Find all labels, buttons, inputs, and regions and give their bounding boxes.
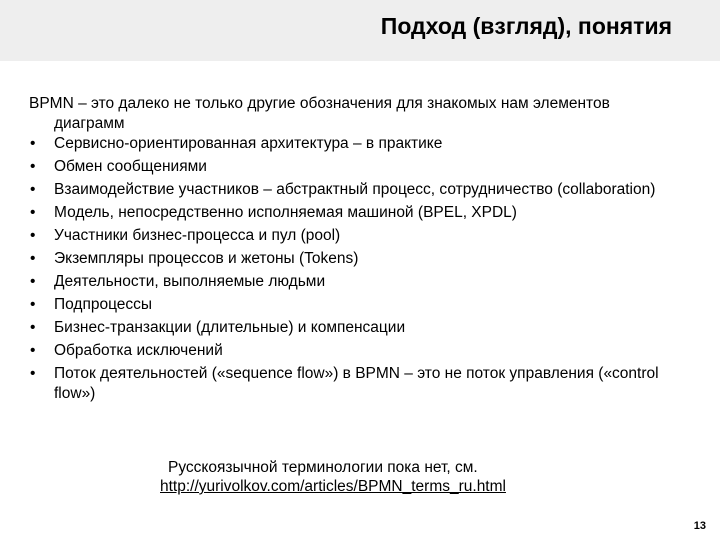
bullet-icon: • [30, 273, 36, 290]
bullet-text: Обработка исключений [54, 342, 223, 359]
terminology-note: Русскоязычной терминологии пока нет, см. [168, 459, 478, 476]
slide-body [29, 94, 669, 407]
bullet-text: Подпроцессы [54, 296, 153, 313]
bullet-text: Обмен сообщениями [54, 158, 207, 175]
bullet-text: Сервисно-ориентированная архитектура – в практике [54, 135, 443, 152]
bullet-icon: • [30, 181, 36, 198]
bullet-list [29, 134, 669, 404]
bullet-text: Модель, непосредственно исполняемая машиной (BPEL, XPDL) [54, 204, 517, 221]
terminology-link[interactable]: http://yurivolkov.com/articles/BPMN_terms_ru.html [160, 478, 506, 495]
bullet-icon: • [30, 319, 36, 336]
bullet-text: Взаимодействие участников – абстрактный процесс, сотрудничество (collaboration) [54, 181, 656, 198]
bullet-text: Деятельности, выполняемые людьми [54, 273, 326, 290]
bullet-item [29, 272, 669, 292]
bullet-icon: • [30, 365, 36, 382]
bullet-text: Поток деятельностей («sequence flow») в BPMN – это не поток управления («control flow») [54, 365, 659, 402]
intro-text: BPMN – это далеко не только другие обозначения для знакомых нам элементов диаграмм [29, 95, 610, 132]
bullet-item [29, 180, 669, 200]
bullet-icon: • [30, 227, 36, 244]
bullet-item [29, 295, 669, 315]
slide-title: Подход (взгляд), понятия [380, 13, 672, 39]
bullet-item [29, 226, 669, 246]
bullet-text: Бизнес-транзакции (длительные) и компенсации [54, 319, 406, 336]
bullet-icon: • [30, 250, 36, 267]
bullet-text: Участники бизнес-процесса и пул (pool) [54, 227, 341, 244]
bullet-icon: • [30, 204, 36, 221]
bullet-item [29, 203, 669, 223]
bullet-item [29, 134, 669, 154]
bullet-icon: • [30, 342, 36, 359]
bullet-item [29, 341, 669, 361]
bullet-icon: • [30, 135, 36, 152]
bullet-icon: • [30, 296, 36, 313]
page-number: 13 [693, 520, 706, 532]
bullet-text: Экземпляры процессов и жетоны (Tokens) [54, 250, 359, 267]
bullet-item [29, 249, 669, 269]
bullet-item [29, 318, 669, 338]
bullet-item [29, 364, 669, 404]
bullet-icon: • [30, 158, 36, 175]
bullet-item [29, 157, 669, 177]
